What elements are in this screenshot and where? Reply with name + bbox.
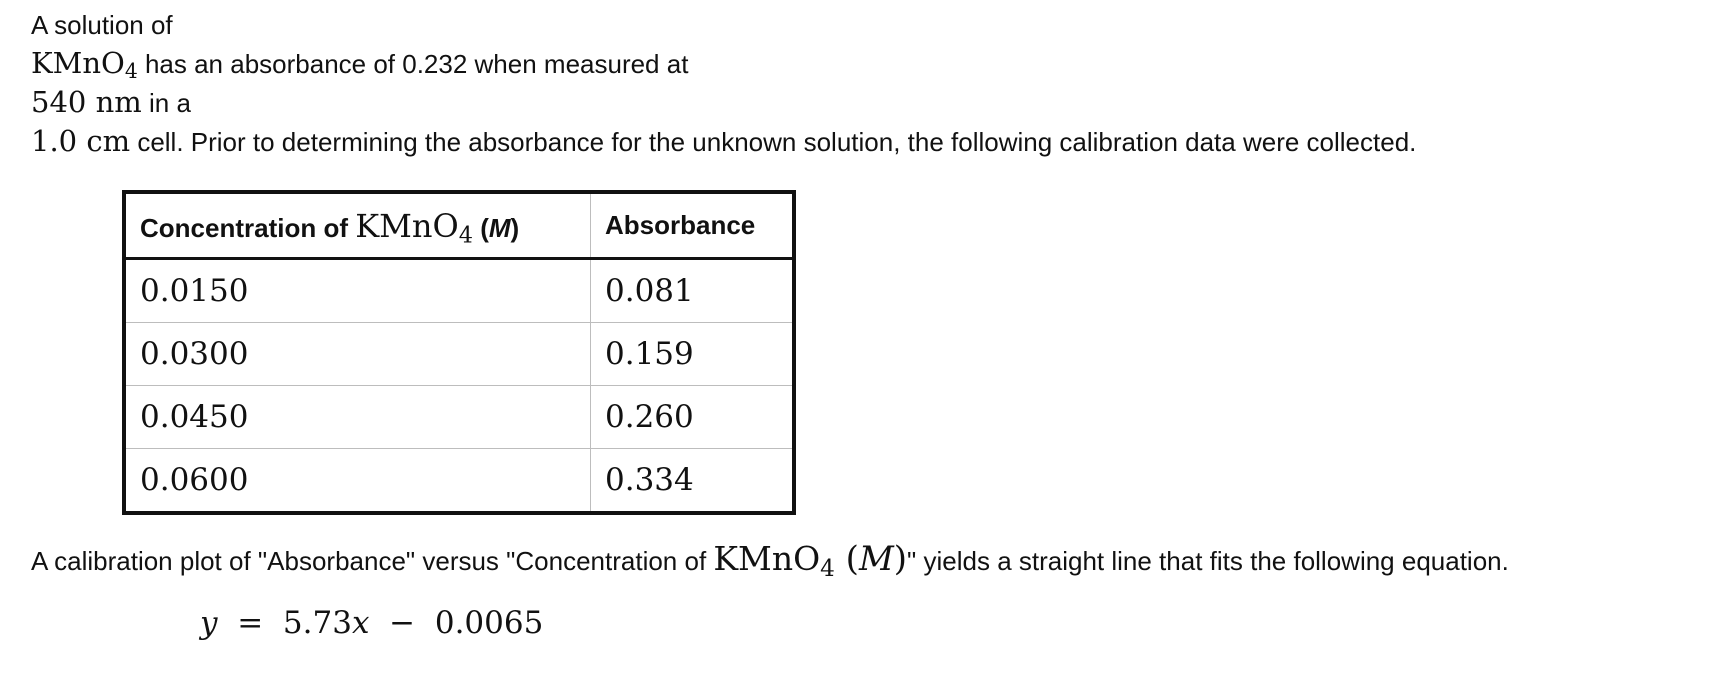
cell-absorbance: 0.260: [591, 386, 795, 449]
header-compound-sub: 4: [458, 222, 473, 249]
table-header-row: [124, 192, 794, 259]
intro-compound: [31, 46, 138, 84]
intro-line-2: [31, 44, 1416, 83]
plot-compound-sub: 4: [820, 555, 835, 582]
cell-concentration: 0.0300: [124, 323, 591, 386]
problem-intro: [31, 6, 1416, 161]
intro-line-4: [31, 122, 1416, 161]
cell-absorbance: 0.334: [591, 449, 795, 514]
calibration-plot-description: A calibration plot of "Absorbance" versus "Concentration of KMnO$_4$ (M)" yields a straight line that fits the following equation.: [31, 539, 1509, 582]
plot-text-prefix: A calibration plot of "Absorbance" versus "Concentration of: [31, 546, 714, 576]
cell-concentration: 0.0150: [124, 259, 591, 323]
header-concentration: Concentration of KMnO$_4$ (M): [124, 192, 591, 259]
cell-absorbance: 0.081: [591, 259, 795, 323]
equation-intercept: 0.0065: [434, 605, 544, 641]
plot-unit: M: [858, 539, 894, 579]
plot-compound: [713, 539, 835, 582]
wavelength-value: 540: [31, 85, 87, 119]
cell-absorbance: 0.159: [591, 323, 795, 386]
intro-text-3: in a: [141, 88, 191, 118]
cell-unit: cm: [86, 124, 131, 158]
table-row: [124, 323, 794, 386]
intro-text-4: cell. Prior to determining the absorbance for the unknown solution, the following calibration data were collected.: [130, 127, 1417, 157]
calibration-equation: y = 5.73x − 0.0065: [200, 605, 544, 641]
header-compound-base: KMnO: [355, 206, 459, 245]
table-row: [124, 386, 794, 449]
plot-text-suffix: " yields a straight line that fits the following equation.: [907, 546, 1509, 576]
cell-concentration: 0.0600: [124, 449, 591, 514]
cell-value: 1.0: [31, 124, 78, 158]
plot-compound-base: KMnO: [713, 539, 821, 578]
intro-text-2: has an absorbance of 0.232 when measured at: [137, 49, 689, 79]
header-conc-prefix: Concentration of: [140, 212, 356, 243]
equation-var: x: [351, 605, 370, 641]
cell-concentration: 0.0450: [124, 386, 591, 449]
table-row: [124, 259, 794, 323]
equation-lhs: y: [200, 605, 218, 641]
intro-compound-base: KMnO: [31, 46, 125, 80]
intro-line-3: [31, 83, 1416, 122]
table-row: [124, 449, 794, 514]
calibration-table-container: [122, 190, 796, 515]
wavelength-unit: nm: [95, 85, 142, 119]
equation-slope: 5.73: [282, 605, 352, 641]
calibration-table: [122, 190, 796, 515]
header-absorbance: Absorbance: [591, 192, 795, 259]
intro-line-1: [31, 6, 1416, 44]
intro-text-1: A solution of: [31, 10, 173, 40]
header-unit: M: [488, 212, 511, 243]
intro-compound-sub: 4: [124, 59, 138, 84]
header-compound: [355, 206, 473, 249]
